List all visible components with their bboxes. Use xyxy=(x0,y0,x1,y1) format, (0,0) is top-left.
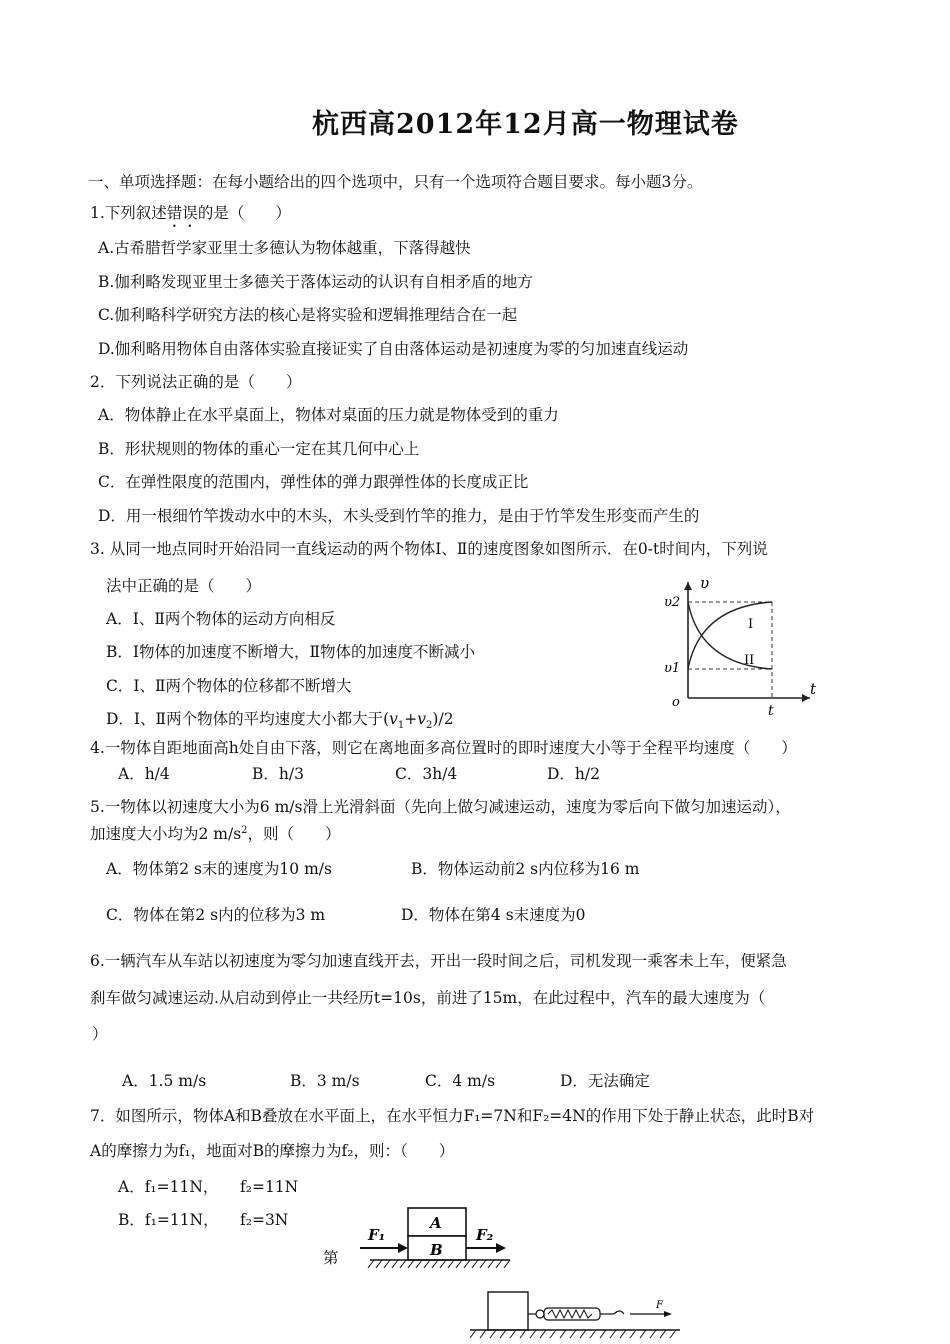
q3-stem-line1: 3. 从同一地点同时开始沿同一直线运动的两个物体Ⅰ、Ⅱ的速度图象如图所示．在0-t时间内，下列说 xyxy=(90,540,768,558)
v2-label: υ2 xyxy=(664,595,681,610)
f1-label: F₁ xyxy=(368,1226,386,1244)
q5-option-a: A．物体第2 s末的速度为10 m/s xyxy=(106,860,332,878)
axis-t-label: t xyxy=(810,680,817,698)
f2-arrowhead xyxy=(496,1243,506,1253)
q7-option-b-f2: f₂=3N xyxy=(240,1211,289,1229)
q1-option-d: D.伽利略用物体自由落体实验直接证实了自由落体运动是初速度为零的匀加速直线运动 xyxy=(98,340,689,358)
q2-option-d: D．用一根细竹竿拨动水中的木头，木头受到竹竿的推力，是由于竹竿发生形变而产生的 xyxy=(98,507,700,525)
stacked-blocks-figure xyxy=(350,1200,530,1280)
force-arrowhead xyxy=(664,1311,672,1317)
q3-option-b: B．Ⅰ物体的加速度不断增大，Ⅱ物体的加速度不断减小 xyxy=(106,643,476,661)
block xyxy=(488,1292,528,1330)
curve-I-label: I xyxy=(748,617,754,632)
q7-option-a-f2: f₂=11N xyxy=(240,1178,299,1196)
q2-option-a: A．物体静止在水平桌面上，物体对桌面的压力就是物体受到的重力 xyxy=(98,406,559,424)
v1-label: υ1 xyxy=(664,661,681,676)
spring-scale-figure xyxy=(470,1284,680,1342)
q6-option-d: D．无法确定 xyxy=(560,1072,650,1090)
q2-option-c: C．在弹性限度的范围内，弹性体的弹力跟弹性体的长度成正比 xyxy=(98,473,529,491)
q6-option-b: B．3 m/s xyxy=(290,1072,360,1090)
v-axis-arrow xyxy=(684,582,692,590)
q5-option-c: C．物体在第2 s内的位移为3 m xyxy=(106,906,326,924)
floor-hatch xyxy=(470,1330,676,1338)
q2-stem: 2．下列说法正确的是（ ） xyxy=(90,373,302,391)
pull-hook xyxy=(614,1311,624,1314)
q1-option-b: B.伽利略发现亚里士多德关于落体运动的认识有自相矛盾的地方 xyxy=(98,273,533,291)
q7-option-b-f1: B．f₁=11N， xyxy=(118,1211,219,1229)
section-heading: 一、单项选择题：在每小题给出的四个选项中，只有一个选项符合题目要求。每小题3分。 xyxy=(88,173,703,191)
q1-option-a: A.古希腊哲学家亚里士多德认为物体越重，下落得越快 xyxy=(98,239,471,257)
q6-stem-line1: 6.一辆汽车从车站以初速度为零匀加速直线开去，开出一段时间之后，司机发现一乘客未上车，便紧急 xyxy=(90,952,787,970)
curve-II-label: II xyxy=(744,653,755,668)
velocity-time-graph xyxy=(660,572,830,717)
q3-option-c: C．Ⅰ、Ⅱ两个物体的位移都不断增大 xyxy=(106,677,352,695)
ground-hatch xyxy=(368,1260,510,1268)
q7-stem-line1: 7．如图所示，物体A和B叠放在水平面上，在水平恒力F₁=7N和F₂=4N的作用下处于静止状态，此时B对 xyxy=(90,1107,815,1125)
q6-option-c: C．4 m/s xyxy=(425,1072,496,1090)
q3-stem-line2: 法中正确的是（ ） xyxy=(106,577,262,595)
q6-option-a: A．1.5 m/s xyxy=(122,1072,207,1090)
q6-stem-line2: 刹车做匀减速运动.从启动到停止一共经历t=10s，前进了15m，在此过程中，汽车的最大速度为（ xyxy=(90,989,766,1007)
q7-option-a-f1: A．f₁=11N， xyxy=(118,1178,219,1196)
q5-stem-line1: 5.一物体以初速度大小为6 m/s滑上光滑斜面（先向上做匀减速运动，速度为零后向下做匀加速运动）， xyxy=(90,798,791,816)
q1-stem: 1.下列叙述错误的是（ ） xyxy=(90,204,291,222)
t-axis-arrow xyxy=(802,694,810,702)
block-a-label: A xyxy=(430,1214,442,1232)
origin-label: o xyxy=(672,695,680,710)
force-label: F xyxy=(656,1300,663,1311)
q4-stem: 4.一物体自距地面高h处自由下落，则它在离地面多高位置时的即时速度大小等于全程平均速度（ ） xyxy=(90,739,797,757)
f2-label: F₂ xyxy=(476,1226,494,1244)
q4-option-b: B．h/3 xyxy=(252,765,304,783)
page-fragment-text: 第 xyxy=(323,1249,339,1267)
block-b-label: B xyxy=(430,1241,443,1259)
f1-arrowhead xyxy=(398,1243,408,1253)
q3-option-a: A．Ⅰ、Ⅱ两个物体的运动方向相反 xyxy=(106,610,336,628)
q1-emphasis: 错误 xyxy=(166,204,198,222)
q6-stem-line3: ） xyxy=(92,1025,108,1043)
q5-option-d: D．物体在第4 s末速度为0 xyxy=(401,906,586,924)
q1-option-c: C.伽利略科学研究方法的核心是将实验和逻辑推理结合在一起 xyxy=(98,306,518,324)
page-title: 杭西高2012年12月高一物理试卷 xyxy=(312,109,739,140)
q4-option-c: C．3h/4 xyxy=(395,765,458,783)
q2-option-b: B．形状规则的物体的重心一定在其几何中心上 xyxy=(98,440,420,458)
q7-stem-line2: A的摩擦力为f₁，地面对B的摩擦力为f₂，则：（ ） xyxy=(90,1142,455,1160)
hook-ring xyxy=(536,1310,544,1318)
q4-option-d: D．h/2 xyxy=(547,765,600,783)
t-tick-label: t xyxy=(768,703,774,717)
q5-option-b: B．物体运动前2 s内位移为16 m xyxy=(411,860,640,878)
q4-option-a: A．h/4 xyxy=(118,765,170,783)
axis-v-label: υ xyxy=(700,574,710,592)
q5-stem-line2: 加速度大小均为2 $m/s^2$，则（ ） xyxy=(90,825,341,844)
q3-option-d: D．Ⅰ、Ⅱ两个物体的平均速度大小都大于$(v_1+v_2)/2$ xyxy=(106,710,454,732)
